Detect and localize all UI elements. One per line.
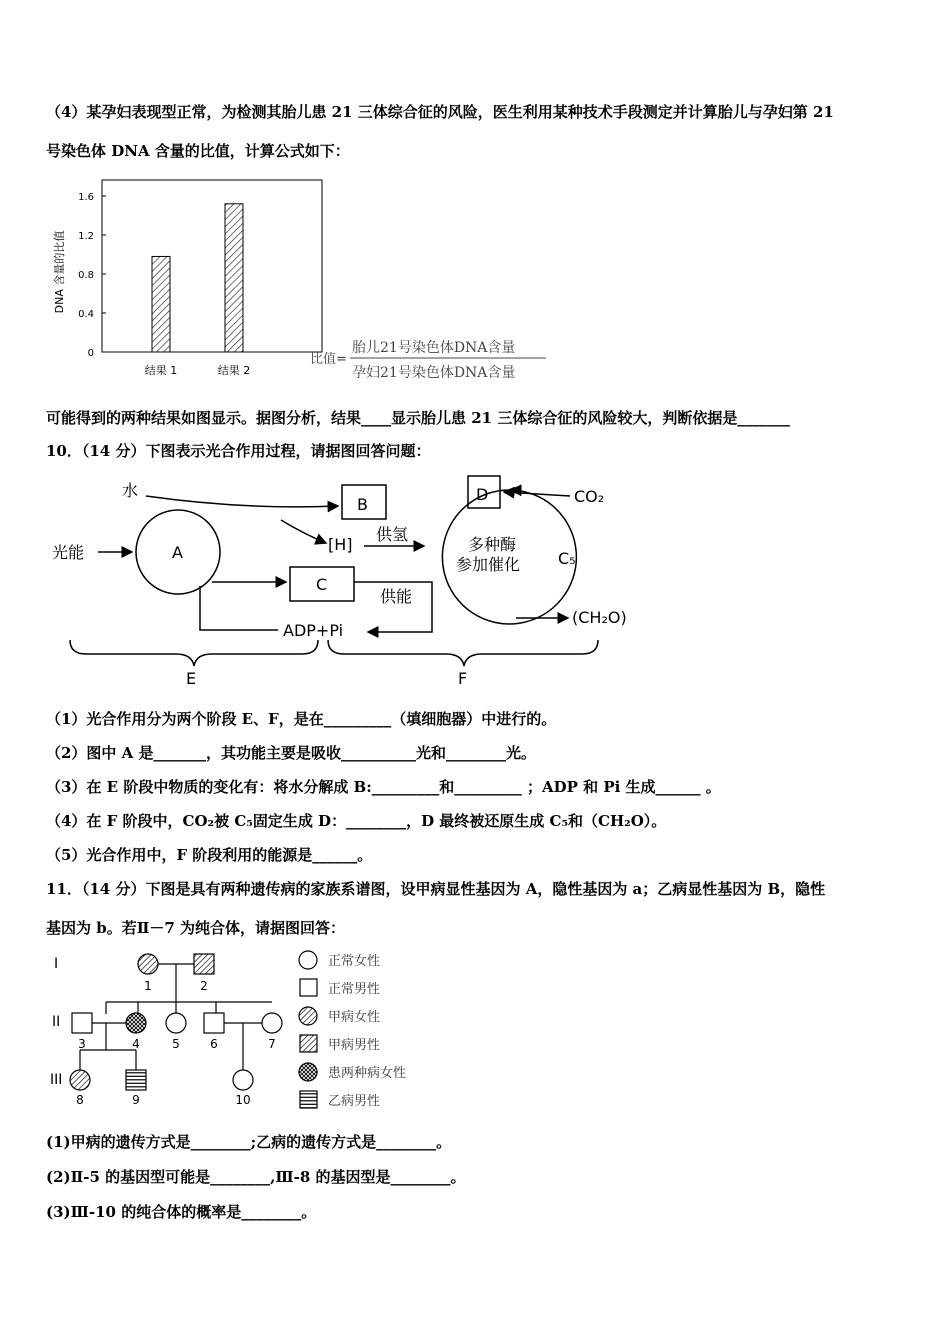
q11-item-3: (3)Ⅲ-10 的纯合体的概率是________。 [46, 1203, 317, 1221]
stage-f-label: F [458, 669, 468, 688]
num-8: 8 [76, 1093, 84, 1107]
adp-label: ADP+Pi [283, 621, 344, 640]
legend-a-female-icon [299, 1007, 317, 1025]
num-6: 6 [210, 1037, 218, 1051]
q10-item-3: （3）在 E 阶段中物质的变化有：将水分解成 B:_________和_________ ；ADP 和 Pi 生成______ 。 [46, 778, 721, 796]
num-1: 1 [144, 979, 152, 993]
light-label: 光能 [52, 543, 85, 562]
q10-item-2: （2）图中 A 是_______，其功能主要是吸收__________光和________光。 [46, 744, 537, 762]
q4-conclusion: 可能得到的两种结果如图显示。据图分析，结果____显示胎儿患 21 三体综合征的风险较大，判断依据是_______ [46, 409, 790, 427]
water-label: 水 [122, 481, 139, 500]
q4-line-2: 号染色体 DNA 含量的比值，计算公式如下： [46, 142, 350, 160]
pedigree-chart [46, 946, 446, 1111]
legend-normal-male-icon [300, 979, 317, 996]
legend-a-male-icon [300, 1035, 317, 1052]
y-tick-label: 1.6 [78, 192, 94, 203]
legend-normal-female-icon [299, 951, 317, 969]
num-2: 2 [200, 979, 208, 993]
q10-item-5: （5）光合作用中，F 阶段利用的能源是______。 [46, 846, 373, 864]
person-4 [126, 1013, 146, 1033]
node-d-label: D [476, 485, 489, 504]
legend-both-female-icon [299, 1063, 317, 1081]
y-tick-label: 1.2 [78, 231, 94, 242]
gen-1-label: I [54, 956, 59, 972]
q11-item-2: (2)Ⅱ-5 的基因型可能是________,Ⅲ-8 的基因型是________。 [46, 1168, 466, 1186]
q4-line-1: （4）某孕妇表现型正常，为检测其胎儿患 21 三体综合征的风险，医生利用某种技术手段测定并计算胎儿与孕妇第 21 [46, 103, 834, 121]
num-9: 9 [132, 1093, 140, 1107]
water-arrow [146, 496, 338, 507]
q11-item-1: (1)甲病的遗传方式是________;乙病的遗传方式是________。 [46, 1133, 452, 1151]
y-tick-label: 0.4 [78, 309, 94, 320]
num-3: 3 [78, 1037, 86, 1051]
num-10: 10 [235, 1093, 251, 1107]
num-5: 5 [172, 1037, 180, 1051]
person-3 [72, 1013, 92, 1033]
enzyme-label-1: 多种酶 [468, 535, 517, 554]
y-tick-label: 0.8 [78, 270, 94, 281]
bar-1 [152, 256, 170, 352]
person-5 [166, 1013, 186, 1033]
chart-frame [102, 180, 322, 352]
legend-1: 正常男性 [328, 982, 381, 997]
q10-item-1: （1）光合作用分为两个阶段 E、F，是在_________（填细胞器）中进行的。 [46, 710, 557, 728]
person-8 [70, 1070, 90, 1090]
person-6 [204, 1013, 224, 1033]
person-9 [126, 1070, 146, 1090]
x-label-1: 结果 1 [144, 364, 178, 377]
formula-numerator: 胎儿21号染色体DNA含量 [352, 340, 516, 356]
person-7 [262, 1013, 282, 1033]
y-axis-label: DNA 含量的比值 [53, 230, 66, 314]
h-arrow [281, 520, 326, 543]
brace-f [328, 640, 598, 666]
photosynthesis-diagram [46, 470, 666, 692]
person-10 [233, 1070, 253, 1090]
dna-ratio-chart [46, 172, 566, 387]
q11-line-1: 11．（14 分）下图是具有两种遗传病的家族系谱图，设甲病显性基因为 A，隐性基因为 a；乙病显性基因为 B，隐性 [46, 880, 826, 898]
gen-3-label: III [50, 1072, 63, 1088]
person-1 [138, 954, 158, 974]
ch2o-label: (CH₂O) [572, 608, 627, 627]
num-4: 4 [132, 1037, 140, 1051]
legend-0: 正常女性 [328, 954, 381, 969]
legend-4: 患两种病女性 [328, 1066, 407, 1081]
legend-b-male-icon [300, 1091, 317, 1108]
gen-2-label: II [52, 1014, 61, 1030]
co2-label: CO₂ [574, 487, 605, 506]
x-label-2: 结果 2 [217, 364, 251, 377]
q10-header: 10．（14 分）下图表示光合作用过程，请据图回答问题： [46, 442, 431, 460]
q11-line-2: 基因为 b。若Ⅱ－7 为纯合体，请据图回答： [46, 919, 346, 937]
formula-prefix: 比值= [310, 352, 347, 367]
q10-item-4: （4）在 F 阶段中，CO₂被 C₅固定生成 D：________，D 最终被还原生成 C₅和（CH₂O）。 [46, 812, 667, 830]
legend-5: 乙病男性 [328, 1094, 381, 1109]
node-c-label: C [316, 575, 328, 594]
formula-denominator: 孕妇21号染色体DNA含量 [352, 365, 516, 381]
num-7: 7 [268, 1037, 276, 1051]
stage-e-label: E [186, 669, 197, 688]
enzyme-label-2: 参加催化 [456, 555, 521, 574]
y-tick-label: 0 [87, 348, 94, 359]
node-b-label: B [357, 495, 368, 514]
legend-3: 甲病男性 [328, 1038, 381, 1053]
h-label: [H] [328, 535, 353, 554]
adp-return [200, 586, 278, 630]
c5-label: C₅ [558, 549, 576, 568]
supply-energy-label: 供能 [380, 587, 413, 606]
person-2 [194, 954, 214, 974]
legend-2: 甲病女性 [328, 1010, 381, 1025]
supply-h-label: 供氢 [376, 525, 409, 544]
node-a-label: A [172, 543, 183, 562]
bar-2 [225, 204, 243, 352]
brace-e [70, 640, 318, 666]
